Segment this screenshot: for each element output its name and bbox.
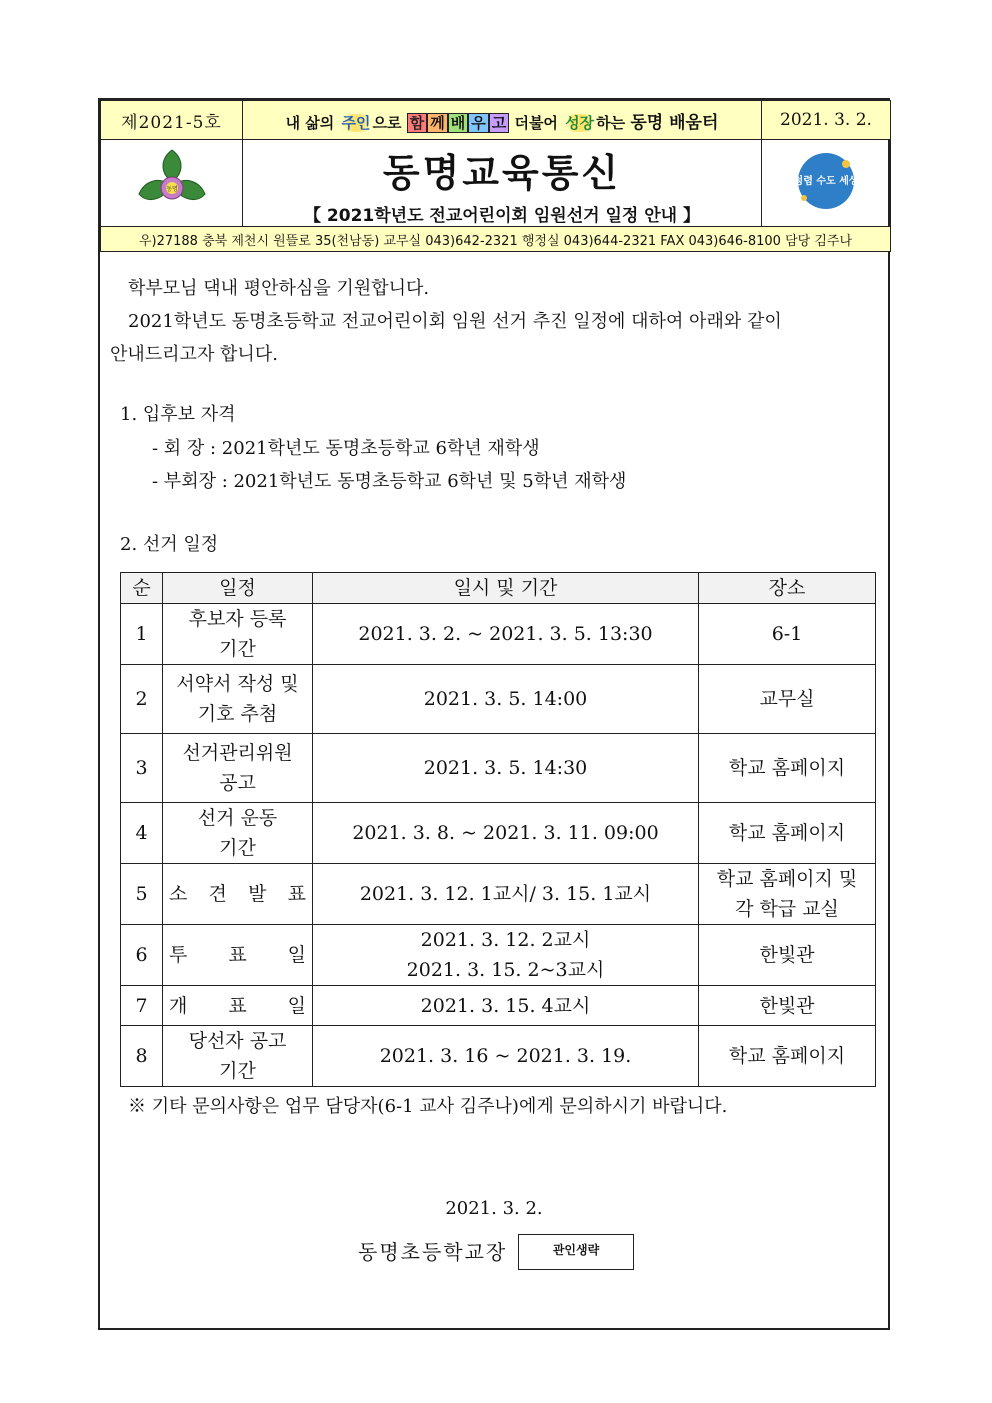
row-place xyxy=(699,604,876,665)
qualification-president: - 회 장 : 2021학년도 동명초등학교 6학년 재학생 xyxy=(152,438,540,459)
svg-text:동명: 동명 xyxy=(165,186,178,193)
row-time-line: 2021. 3. 5. 14:30 xyxy=(423,757,588,779)
row-time xyxy=(313,803,699,864)
row-number: 3 xyxy=(121,734,163,803)
row-event-line: 기호 추첨 xyxy=(197,703,278,725)
row-event xyxy=(163,864,313,925)
intro-line-1: 학부모님 댁내 평안하심을 기원합니다. xyxy=(128,278,430,299)
row-event-line: 선거관리위원 xyxy=(182,742,293,764)
row-time xyxy=(313,864,699,925)
signature-date: 2021. 3. 2. xyxy=(445,1198,543,1219)
row-place xyxy=(699,864,876,925)
row-number: 6 xyxy=(121,925,163,986)
motto-school: 동명 배움터 xyxy=(630,112,719,133)
intro-line-2: 2021학년도 동명초등학교 전교어린이회 임원 선거 추진 일정에 대하여 아래와 같이 xyxy=(128,311,782,332)
row-event xyxy=(163,1026,313,1087)
row-time-line: 2021. 3. 16 ~ 2021. 3. 19. xyxy=(379,1045,632,1067)
row-place xyxy=(699,734,876,803)
row-event-line: 개 표 일 xyxy=(169,994,306,1017)
row-place xyxy=(699,925,876,986)
row-place xyxy=(699,803,876,864)
row-event-line: 기간 xyxy=(219,1060,256,1082)
row-event xyxy=(163,665,313,734)
table-row xyxy=(121,1026,876,1087)
integrity-logo-icon xyxy=(784,148,868,214)
row-place-line: 학교 홈페이지 xyxy=(728,757,846,779)
row-event xyxy=(163,734,313,803)
row-event xyxy=(163,925,313,986)
row-number: 7 xyxy=(121,986,163,1026)
row-place-line: 한빛관 xyxy=(759,994,815,1017)
row-number: 8 xyxy=(121,1026,163,1087)
motto xyxy=(243,101,762,140)
row-number: 5 xyxy=(121,864,163,925)
row-time xyxy=(313,1026,699,1087)
school-address: 우)27188 충북 제천시 원뜰로 35(천남동) 교무실 043)642-2321 행정실 043)644-2321 FAX 043)646-8100 담당 김주나 xyxy=(101,227,891,252)
newsletter-subtitle: 【 2021학년도 전교어린이회 임원선거 일정 안내 】 xyxy=(304,206,700,226)
row-place-line: 6-1 xyxy=(771,623,803,645)
intro xyxy=(110,272,878,371)
row-place xyxy=(699,986,876,1026)
row-place xyxy=(699,1026,876,1087)
row-place-line: 한빛관 xyxy=(759,944,815,966)
newsletter-title: 동명교육통신 xyxy=(382,151,622,195)
issue-date: 2021. 3. 2. xyxy=(762,101,891,140)
row-event-line: 선거 운동 xyxy=(197,807,278,829)
table-row xyxy=(121,665,876,734)
row-place-line: 각 학급 교실 xyxy=(735,898,839,920)
table-row xyxy=(121,604,876,665)
election-schedule-table xyxy=(120,572,876,1087)
row-time-line: 2021. 3. 8. ~ 2021. 3. 11. 09:00 xyxy=(352,822,659,844)
header-event: 일정 xyxy=(163,573,313,604)
table-row xyxy=(121,734,876,803)
row-event-line: 서약서 작성 및 xyxy=(176,673,299,695)
header-place: 장소 xyxy=(699,573,876,604)
section-2-title: 2. 선거 일정 xyxy=(120,534,219,555)
row-time xyxy=(313,925,699,986)
row-event-line: 공고 xyxy=(219,772,256,794)
row-time-line: 2021. 3. 2. ~ 2021. 3. 5. 13:30 xyxy=(358,623,653,645)
row-event xyxy=(163,604,313,665)
signer-name: 동명초등학교장 xyxy=(358,1240,508,1264)
intro-line-3: 안내드리고자 합니다. xyxy=(110,344,278,365)
table-header-row xyxy=(121,573,876,604)
issue-number: 제2021-5호 xyxy=(101,101,243,140)
row-event-line: 기간 xyxy=(219,638,256,660)
motto-mid2: 더불어 xyxy=(514,113,558,132)
row-event-line: 소 견 발 표 xyxy=(169,883,306,905)
table-row xyxy=(121,864,876,925)
row-place-line: 학교 홈페이지 xyxy=(728,1045,846,1067)
row-time-line: 2021. 3. 15. 4교시 xyxy=(420,994,591,1017)
document-frame xyxy=(98,98,890,1330)
header-time: 일시 및 기간 xyxy=(313,573,699,604)
row-place xyxy=(699,665,876,734)
row-number: 2 xyxy=(121,665,163,734)
table-body xyxy=(121,604,876,1087)
header-no: 순 xyxy=(121,573,163,604)
motto-suffix: 하는 xyxy=(596,113,626,132)
row-time-line: 2021. 3. 5. 14:00 xyxy=(423,688,588,710)
integrity-logo-cell xyxy=(762,140,891,227)
row-time xyxy=(313,604,699,665)
motto-owner: 주인 xyxy=(341,113,371,132)
motto-mid: 으로 xyxy=(372,113,402,132)
contact-note: ※ 기타 문의사항은 업무 담당자(6-1 교사 김주나)에게 문의하시기 바랍니다. xyxy=(128,1096,728,1117)
row-place-line: 학교 홈페이지 및 xyxy=(716,868,858,890)
letterhead xyxy=(100,100,891,252)
title-cell xyxy=(243,140,762,227)
row-event xyxy=(163,986,313,1026)
table-row xyxy=(121,803,876,864)
section-1-title: 1. 입후보 자격 xyxy=(120,404,236,425)
row-event xyxy=(163,803,313,864)
row-event-line: 투 표 일 xyxy=(169,944,306,966)
row-event-line: 당선자 공고 xyxy=(188,1030,287,1052)
school-emblem-cell xyxy=(101,140,243,227)
seal-box: 관인생략 xyxy=(518,1234,634,1270)
row-time-line: 2021. 3. 15. 2~3교시 xyxy=(406,959,605,981)
motto-grow: 성장 xyxy=(565,113,595,132)
motto-prefix: 내 삶의 xyxy=(285,113,335,132)
row-place-line: 학교 홈페이지 xyxy=(728,822,846,844)
row-time-line: 2021. 3. 12. 2교시 xyxy=(420,929,591,951)
table-row xyxy=(121,986,876,1026)
row-place-line: 교무실 xyxy=(759,688,815,710)
table-row xyxy=(121,925,876,986)
row-number: 1 xyxy=(121,604,163,665)
school-emblem-icon xyxy=(133,148,211,214)
row-number: 4 xyxy=(121,803,163,864)
svg-text:청렴 수도 세상: 청렴 수도 세상 xyxy=(793,176,859,187)
row-event-line: 후보자 등록 xyxy=(188,608,287,630)
row-event-line: 기간 xyxy=(219,837,256,859)
row-time xyxy=(313,734,699,803)
qualification-vice-president: - 부회장 : 2021학년도 동명초등학교 6학년 및 5학년 재학생 xyxy=(152,471,627,492)
row-time-line: 2021. 3. 12. 1교시/ 3. 15. 1교시 xyxy=(359,883,652,905)
row-time xyxy=(313,986,699,1026)
motto-syllables: 함 께 배 우 고 xyxy=(407,113,510,133)
row-time xyxy=(313,665,699,734)
